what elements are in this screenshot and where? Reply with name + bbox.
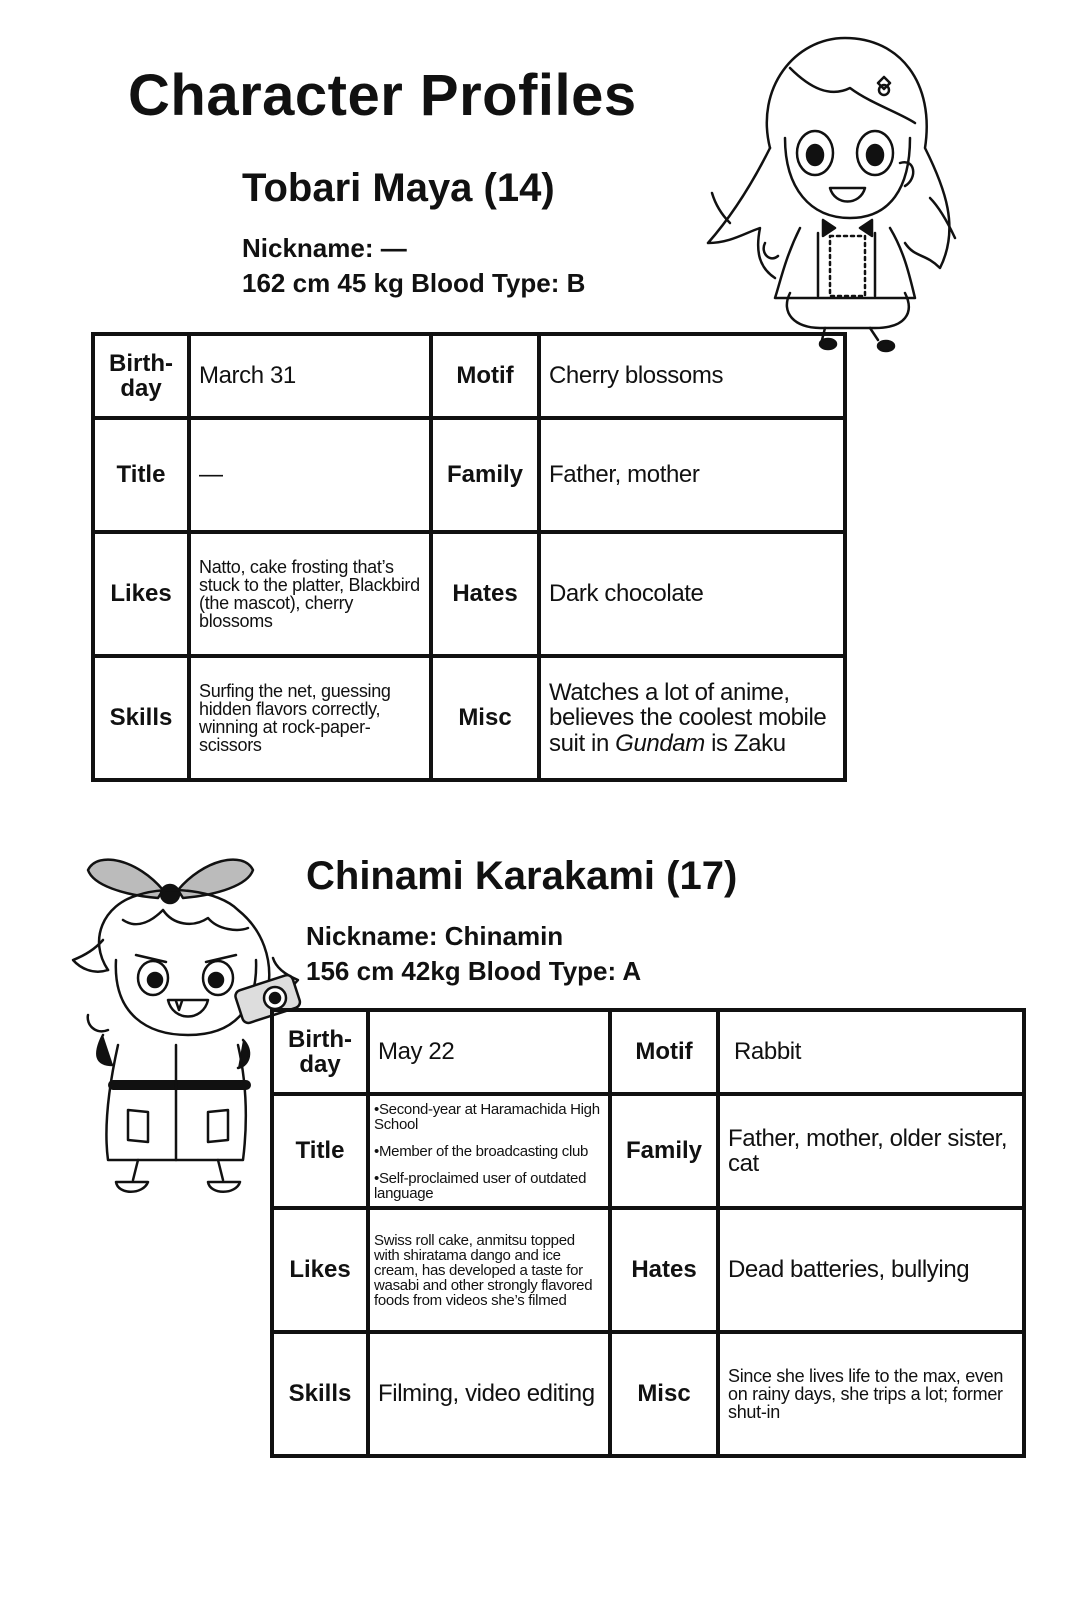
table-row — [93, 532, 845, 656]
misc-label: Misc — [610, 1332, 718, 1456]
hates-label: Hates — [610, 1208, 718, 1332]
maya-motif: Cherry blossoms — [539, 334, 845, 418]
chinami-profile-table — [270, 1008, 1026, 1458]
maya-misc-text: Watches a lot of anime, believes the coolest mobile suit in — [549, 679, 827, 757]
maya-profile-table — [91, 332, 847, 782]
table-row — [93, 656, 845, 780]
chinami-title — [368, 1094, 610, 1208]
misc-label: Misc — [431, 656, 539, 780]
chinami-hates: Dead batteries, bullying — [718, 1208, 1024, 1332]
table-row — [272, 1094, 1024, 1208]
birthday-label: Birth- day — [93, 334, 189, 418]
maya-misc-italic: Gundam — [615, 729, 705, 757]
chinami-stats: 156 cm 42kg Blood Type: A — [306, 956, 642, 986]
motif-label: Motif — [431, 334, 539, 418]
maya-title: — — [189, 418, 431, 532]
chinami-skills: Filming, video editing — [368, 1332, 610, 1456]
chinami-name: Chinami Karakami (17) — [306, 854, 738, 898]
likes-label: Likes — [272, 1208, 368, 1332]
maya-name: Tobari Maya (14) — [242, 166, 555, 210]
maya-chibi-illustration — [700, 28, 970, 358]
chinami-likes: Swiss roll cake, anmitsu topped with shiratama dango and ice cream, has developed a taste for wasabi and other strongly flavored foods from videos she’s filmed — [368, 1208, 610, 1332]
title-label: Title — [272, 1094, 368, 1208]
table-row — [272, 1208, 1024, 1332]
table-row — [93, 334, 845, 418]
title-label: Title — [93, 418, 189, 532]
chinami-birthday: May 22 — [368, 1010, 610, 1094]
family-label: Family — [431, 418, 539, 532]
chinami-title-item: •Member of the broadcasting club — [374, 1142, 589, 1160]
chinami-motif: Rabbit — [718, 1010, 1024, 1094]
chinami-family: Father, mother, older sister, cat — [718, 1094, 1024, 1208]
maya-family: Father, mother — [539, 418, 845, 532]
page-title: Character Profiles — [128, 63, 637, 128]
skills-label: Skills — [272, 1332, 368, 1456]
family-label: Family — [610, 1094, 718, 1208]
maya-skills: Surfing the net, guessing hidden flavors correctly, winning at rock-paper-scissors — [189, 656, 431, 780]
motif-label: Motif — [610, 1010, 718, 1094]
hates-label: Hates — [431, 532, 539, 656]
maya-nickname: Nickname: — — [242, 233, 407, 263]
table-row — [93, 418, 845, 532]
maya-misc-text-end: is Zaku — [704, 729, 786, 757]
maya-likes: Natto, cake frosting that’s stuck to the platter, Blackbird (the mascot), cherry blossoms — [189, 532, 431, 656]
chinami-title-item: •Self-proclaimed user of outdated language — [374, 1169, 587, 1202]
table-row — [272, 1010, 1024, 1094]
birthday-label: Birth- day — [272, 1010, 368, 1094]
maya-misc — [539, 656, 845, 780]
likes-label: Likes — [93, 532, 189, 656]
chinami-misc: Since she lives life to the max, even on rainy days, she trips a lot; former shut-in — [718, 1332, 1024, 1456]
chinami-title-item: •Second-year at Haramachida High School — [374, 1100, 600, 1133]
chinami-nickname: Nickname: Chinamin — [306, 921, 564, 951]
maya-stats: 162 cm 45 kg Blood Type: B — [242, 268, 586, 298]
skills-label: Skills — [93, 656, 189, 780]
maya-birthday: March 31 — [189, 334, 431, 418]
maya-hates: Dark chocolate — [539, 532, 845, 656]
table-row — [272, 1332, 1024, 1456]
